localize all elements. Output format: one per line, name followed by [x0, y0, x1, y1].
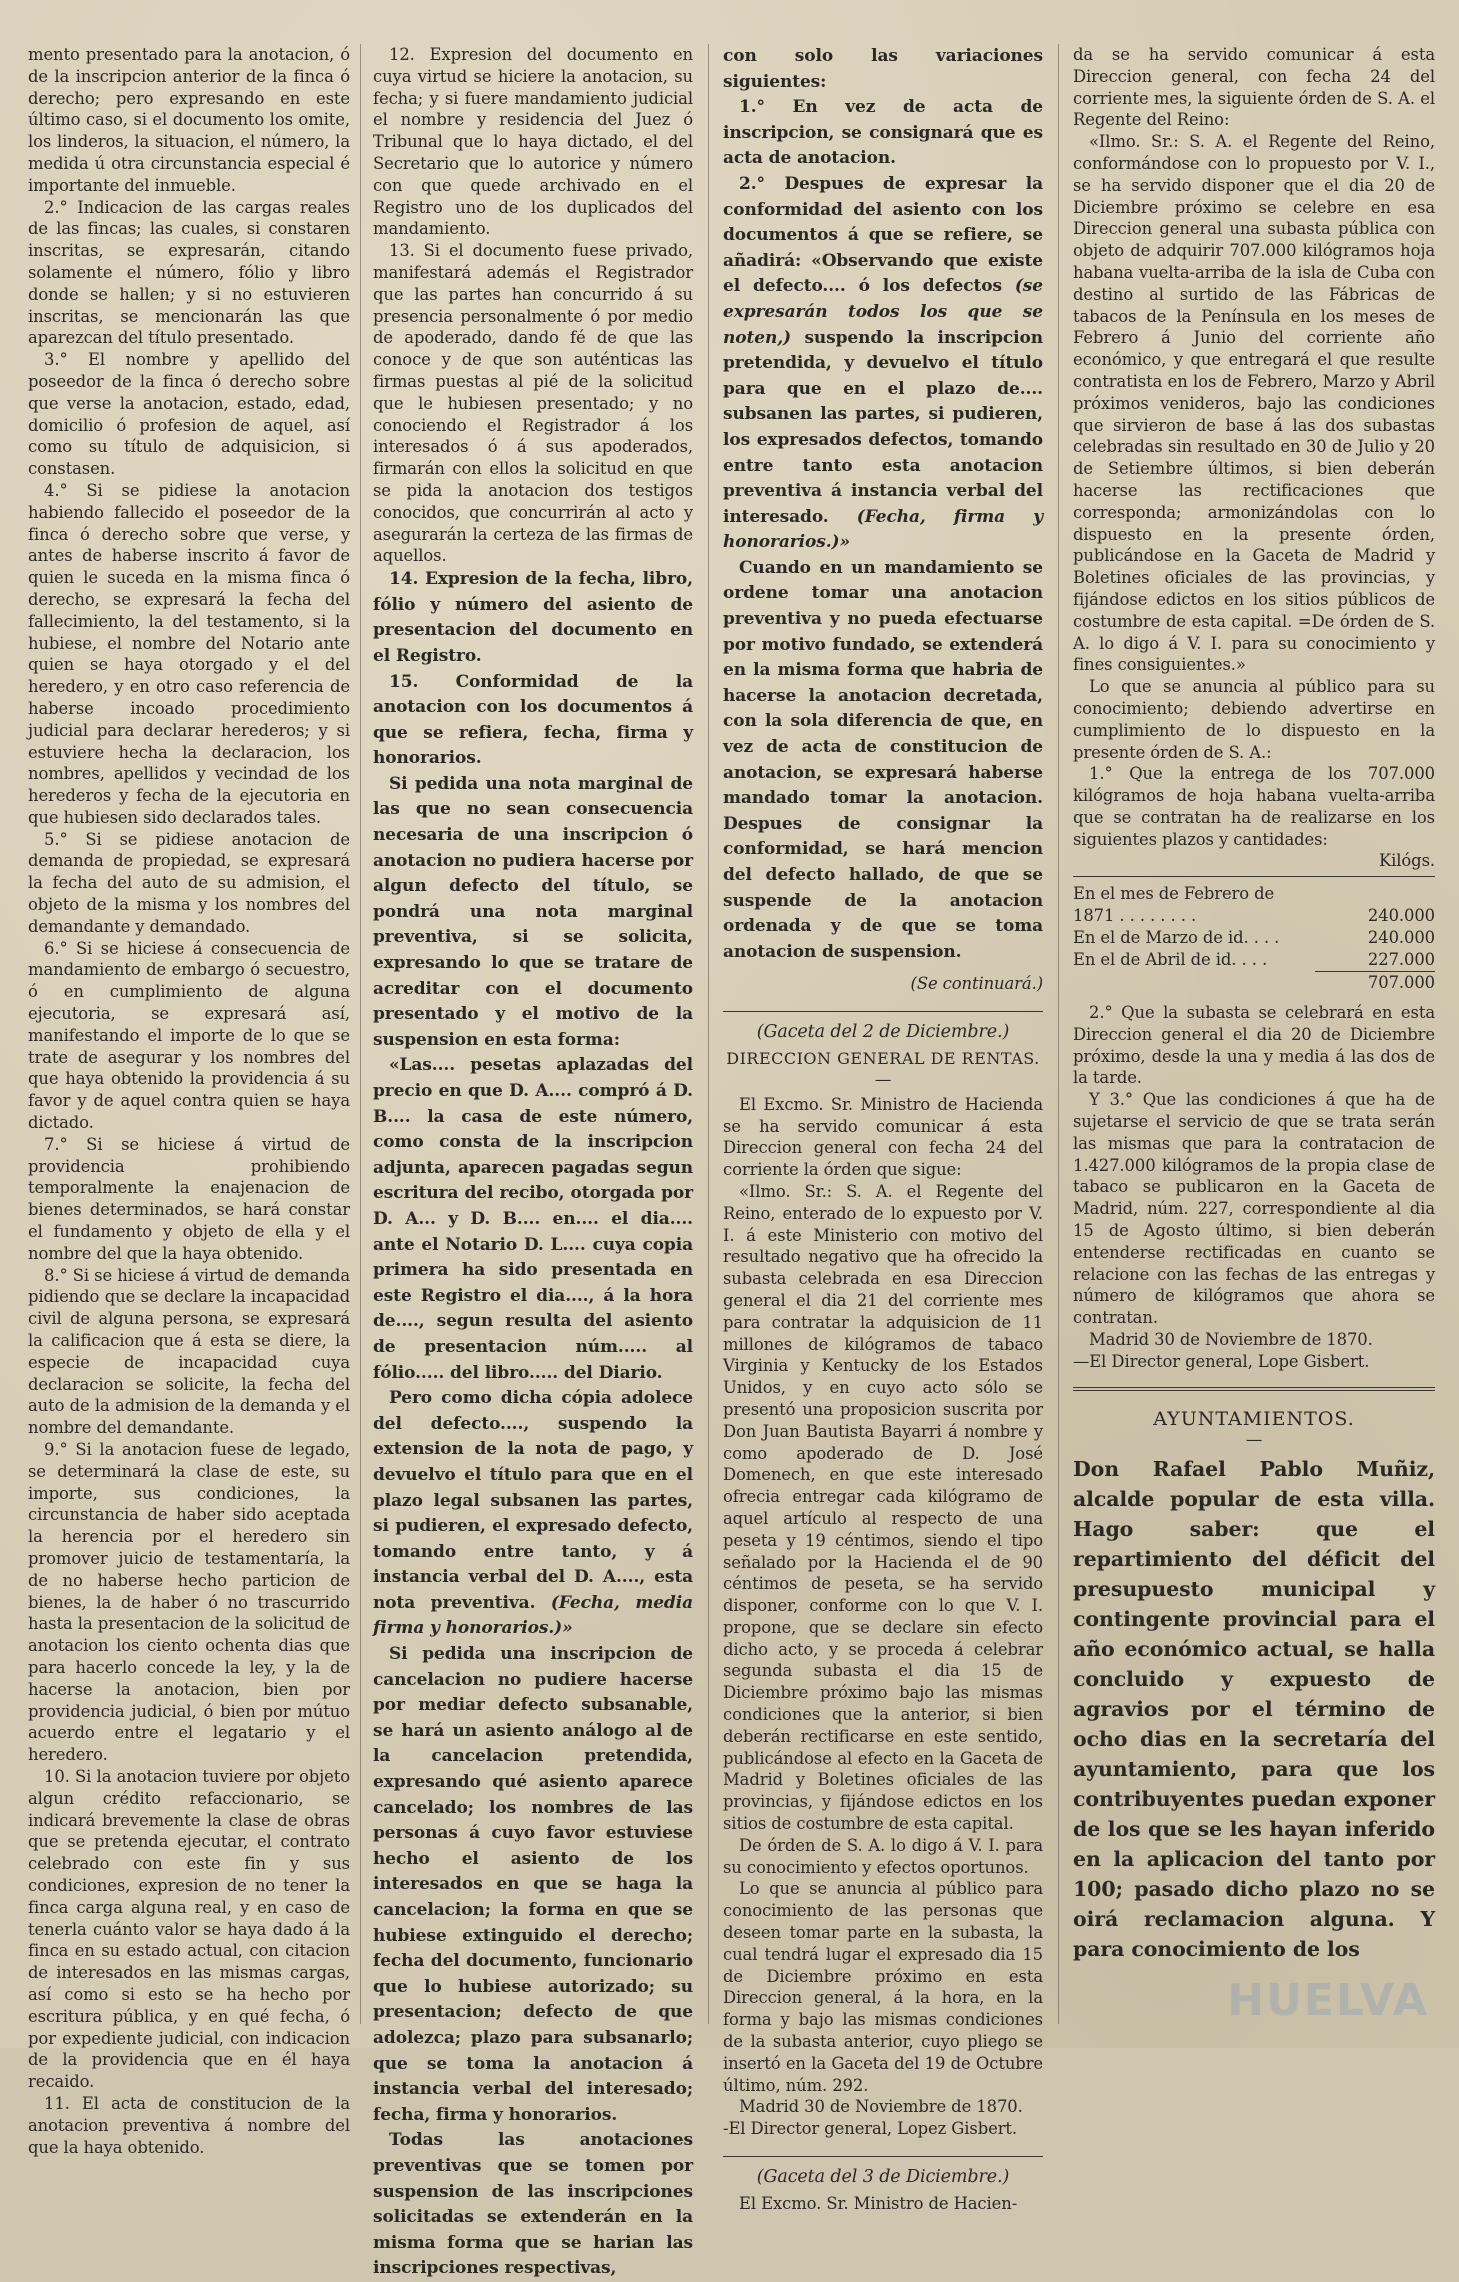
section-separator: [723, 2156, 1043, 2157]
gazette-date: (Gaceta del 2 de Diciembre.): [756, 1022, 1010, 1043]
paragraph: 15. Conformidad de la anotacion con los documentos á que se refiera, fecha, firma y honorarios.: [373, 671, 693, 769]
paragraph: De órden de S. A. lo digo á V. I. para su conocimiento y efectos oportunos.: [723, 1835, 1043, 1877]
table-cell-value: 240.000: [1367, 906, 1435, 926]
signature-note: (Fecha, media firma y honorarios.)»: [373, 1592, 693, 1639]
signature-note: (Fecha, firma y honorarios.)»: [723, 506, 1043, 553]
paragraph: 9.° Si la anotacion fuese de legado, se determinará la clase de este, su importe, sus condiciones, la circunstancia de haber sido aceptada la herencia por el heredero sin promover juicio de testamentaría, la de no haberse hecho particion de bienes, la de haber ó no trascurrido hasta la presentacion de la solicitud de anotacion los ciento ochenta dias que para hacerlo concede la ley, y la de hacerse la anotacion, bien por providencia judicial, ó bien por mútuo acuerdo entre el legatario y el heredero.: [28, 1440, 350, 1765]
section-separator: [723, 1011, 1043, 1012]
paragraph: 6.° Si se hiciese á consecuencia de mandamiento de embargo ó secuestro, ó en cumplimiento de alguna ejecutoria, se expresará así, manifestando el importe de lo que se trate de asegurar y los nombres del que haya obtenido la providencia á su favor y de aquel contra quien se haya dictado.: [28, 938, 350, 1133]
paragraph: 14. Expresion de la fecha, libro, fólio y número del asiento de presentacion del documento en el Registro.: [373, 569, 693, 666]
paragraph: 10. Si la anotacion tuviere por objeto algun crédito refaccionario, se indicará brevemente la clase de obras que se pretenda ejecutar, el contrato celebrado con este fin y sus condiciones, expresion de no tener la finca carga alguna real, y en caso de tenerla cuánto valor se haya dado á la finca en su estado actual, con citacion de interesados en las mismas cargas, así como si esto se ha hecho por escritura pública, y en qué fecha, ó por expediente judicial, con indicacion de la providencia que en él haya recaido.: [28, 1766, 350, 2092]
table-cell-value: [1346, 883, 1435, 905]
paragraph: 2.° Indicacion de las cargas reales de las fincas; las cuales, si constaren inscritas, se expresarán, citando solamente el número, fólio y libro donde se hallen; y si no estuvieren inscritas, se mencionarán las que aparezcan del título presentado.: [28, 197, 350, 348]
heading-dash: —: [1245, 1430, 1263, 1450]
paragraph: [373, 1386, 693, 1642]
paragraph: Lo que se anuncia al público para su conocimiento; debiendo advertirse en cumplimiento de lo dispuesto en la presente órden de S. A.:: [1073, 677, 1435, 762]
signature-line: -El Director general, Lopez Gisbert.: [723, 2119, 1018, 2139]
paragraph: 8.° Si se hiciese á virtud de demanda pidiendo que se declare la incapacidad civil de alguna persona, se expresará la calificacion que á esta se diere, la especie de incapacidad cuya declaracion se solicite, la fecha del auto de la admision de la demanda y el nombre del demandante.: [28, 1265, 350, 1438]
paragraph: 3.° El nombre y apellido del poseedor de la finca ó derecho sobre que verse la anotacion, estado, edad, domicilio ó profesion de aquel, así como su título de adquisicion, si constasen.: [28, 350, 350, 479]
section-separator: [1073, 1387, 1435, 1391]
paragraph: 7.° Si se hiciese á virtud de providencia prohibiendo temporalmente la enajenacion de bienes determinados, se hará constar el fundamento y objeto de ella y el nombre del que la haya obtenido.: [28, 1134, 350, 1263]
column-2: [373, 44, 693, 2279]
column-3: [723, 44, 1043, 2213]
paragraph: Si pedida una inscripcion de cancelacion no pudiere hacerse por mediar defecto subsanable, se hará un asiento análogo al de la cancelacion pretendida, expresando qué asiento aparece cancelado; los nombres de las personas á cuyo favor estuviese hecho el asiento de los interesados en que se haga la cancelacion; la forma en que se hubiese extinguido el derecho; fecha del documento, funcionario que lo hubiese autorizado; su presentacion; defecto de que adolezca; plazo para subsanarlo; que se toma la anotacion á instancia verbal del interesado; fecha, firma y honorarios.: [373, 1644, 693, 2125]
paragraph: Lo que se anuncia al público para conocimiento de las personas que deseen tomar parte en la subasta, la cual tendrá lugar el expresado dia 15 de Diciembre próximo en esta Direccion general, á la hora, en la forma y bajo las mismas condiciones de la subasta anterior, cuyo pliego se insertó en la Gaceta del 19 de Octubre último, núm. 292.: [723, 1879, 1043, 2095]
paragraph: 1.° En vez de acta de inscripcion, se consignará que es acta de anotacion.: [723, 97, 1043, 169]
table-row: [1073, 927, 1435, 949]
table-cell-label: En el de Marzo de id. . . .: [1073, 928, 1280, 948]
table-cell-label: En el mes de Febrero de: [1073, 884, 1275, 904]
date-line: Madrid 30 de Noviembre de 1870.: [1089, 1330, 1373, 1350]
paragraph: «Ilmo. Sr.: S. A. el Regente del Reino, conformándose con lo propuesto por V. I., se ha servido disponer que el dia 20 de Diciembre próximo se celebre en esa Direccion general una subasta pública con objeto de adquirir 707.000 kilógramos hoja habana vuelta-arriba de la isla de Cuba con destino al surtido de las Fábricas de tabacos de la Península en los meses de Febrero á Junio del corriente año económico, y que entregará el que resulte contratista en los de Febrero, Marzo y Abril próximos venideros, bajo las condiciones que sirvieron de base á las dos subastas celebradas sin resultado en 30 de Julio y 20 de Setiembre últimos, si bien deberán hacerse las rectificaciones que corresponda; armonizándolas con lo dispuesto en la presente órden, publicándose en la Gaceta de Madrid y Boletines oficiales de las provincias, y fijándose edictos en los sitios públicos de costumbre de esta capital. =De órden de S. A. lo digo á V. I. para su conocimiento y fines consiguientes.»: [1073, 132, 1435, 675]
signature-line: —El Director general, Lope Gisbert.: [1073, 1351, 1370, 1371]
paragraph: 4.° Si se pidiese la anotacion habiendo fallecido el poseedor de la finca ó derecho sobre que verse, y antes de haberse inscrito á favor de quien le suceda en la misma finca ó derecho, se expresará la fecha del fallecimiento, la del testamento, si la hubiese, el nombre del Notario ante quien se haya otorgado y el del heredero, y en otro caso referencia de haberse incoado procedimiento judicial para declarar herederos; y si estuviere hecha la declaracion, los nombres, apellidos y vecindad de los herederos y fecha de la ejecutoria en que hubiesen sido declarados tales.: [28, 480, 350, 827]
paragraph: Cuando en un mandamiento se ordene tomar una anotacion preventiva y no pueda efectuarse por motivo fundado, se extenderá en la misma forma que habria de hacerse la anotacion decretada, con la sola diferencia de que, en vez de acta de constitucion de anotacion, se expresará haberse mandado tomar la anotacion. Despues de consignar la conformidad, se hará mencion del defecto hallado, de que se suspende de la anotacion ordenada y de que se toma anotacion de suspension.: [723, 557, 1043, 962]
column-divider: [708, 44, 709, 2024]
table-unit-label: Kilógs.: [1378, 851, 1435, 871]
table-row: [1073, 905, 1435, 927]
table-cell-label: En el de Abril de id. . . .: [1073, 950, 1268, 970]
column-divider: [1058, 44, 1059, 2024]
paragraph: mento presentado para la anotacion, ó de la inscripcion anterior de la finca ó derecho; pero expresando en este último caso, si el documento los omite, los linderos, la situacion, el número, la medida ú otra circunstancia especial é importante del inmueble.: [28, 45, 350, 195]
paragraph-text: 2.° Despues de expresar la conformidad del asiento con los documentos á que se refiere, se añadirá: «Observando que existe el defecto.... ó los defectos: [723, 173, 1043, 297]
paragraph: da se ha servido comunicar á esta Direccion general, con fecha 24 del corriente mes, la siguiente órden de S. A. el Regente del Reino:: [1073, 45, 1435, 130]
paragraph-text: Pero como dicha cópia adolece del defecto...., suspendo la extension de la nota de pago, y devuelvo el título para que en el plazo legal subsanen las partes, si pudieren, el expresado defecto, tomando entre tanto, y á instancia verbal del D. A...., esta nota preventiva.: [373, 1388, 693, 1613]
table-row: [1073, 949, 1435, 971]
municipal-notice: Don Rafael Pablo Muñiz, alcalde popular de esta villa. Hago saber: que el repartimiento del déficit del presupuesto municipal y contingente provincial para el año económico actual, se halla concluido y expuesto de agravios por el término de ocho dias en la secretaría del ayuntamiento, para que los contribuyentes puedan exponer de los que se les hayan inferido en la aplicacion del tanto por 100; pasado dicho plazo no se oirá reclamacion alguna. Y para conocimiento de los: [1073, 1457, 1435, 1962]
table-cell-value: 240.000: [1367, 928, 1435, 948]
paragraph: 1.° Que la entrega de los 707.000 kilógramos de hoja habana vuelta-arriba que se contratan ha de realizarse en los siguientes plazos y cantidades:: [1073, 764, 1435, 849]
paragraph: con solo las variaciones siguientes:: [723, 46, 1043, 92]
gazette-date: (Gaceta del 3 de Diciembre.): [756, 2167, 1010, 2188]
table-cell-label: 1871 . . . . . . . .: [1073, 906, 1197, 926]
paragraph: [723, 172, 1043, 556]
paragraph: 11. El acta de constitucion de la anotacion preventiva á nombre del que la haya obtenido.: [28, 2093, 350, 2157]
paragraph: El Excmo. Sr. Ministro de Hacienda se ha servido comunicar á esta Direccion general con fecha 24 del corriente la órden que sigue:: [723, 1094, 1043, 1180]
section-heading: AYUNTAMIENTOS.: [1153, 1407, 1355, 1430]
column-1: [28, 44, 350, 2157]
paragraph: «Las.... pesetas aplazadas del precio en que D. A.... compró á D. B.... la casa de este número, como consta de la inscripcion adjunta, aparecen pagadas segun escritura del recibo, otorgada por D. A... y D. B.... en.... el dia.... ante el Notario D. L.... cuya copia primera ha sido presentada en este Registro el dia...., á la hora de...., segun resulta del asiento de presentacion núm..... al fólio..... del libro..... del Diario.: [373, 1055, 693, 1383]
deliveries-table: [1073, 883, 1435, 971]
paragraph: 13. Si el documento fuese privado, manifestará además el Registrador que las partes han concurrido á su presencia personalmente ó por medio de apoderado, dando fé de que las conoce y de que son auténticas las firmas puestas al pié de la solicitud que le hubiesen presentado; y no conociendo el Registrador á los interesados ó á sus apoderados, firmarán con ellos la solicitud en que se pida la anotacion dos testigos conocidos, que concurrirán al acto y asegurarán la certeza de las firmas de aquellos.: [373, 241, 693, 566]
heading-dash: —: [874, 1069, 892, 1089]
paragraph: El Excmo. Sr. Ministro de Hacien-: [739, 2193, 1018, 2213]
archive-watermark: HUELVA: [1227, 1975, 1429, 2026]
table-row: [1073, 883, 1435, 905]
paragraph: Todas las anotaciones preventivas que se tomen por suspension de las inscripciones solicitadas se extenderán en la misma forma que se harian las inscripciones respectivas,: [373, 2130, 693, 2279]
paragraph: 2.° Que la subasta se celebrará en esta Direccion general el dia 20 de Diciembre próximo, desde la una y media á las dos de la tarde.: [1073, 1003, 1435, 1088]
paragraph-text: suspendo la inscripcion pretendida, y devuelvo el título para que en el plazo de.... subsanen las partes, si pudieren, los expresados defectos, tomando entre tanto esta anotacion preventiva á instancia verbal del interesado.: [723, 327, 1043, 527]
paragraph: 12. Expresion del documento en cuya virtud se hiciere la anotacion, su fecha; y si fuere mandamiento judicial el nombre y residencia del Juez ó Tribunal que lo haya dictado, el del Secretario que lo autorice y número con que quede archivado en el Registro uno de los duplicados del mandamiento.: [373, 45, 693, 239]
paragraph: 5.° Si se pidiese anotacion de demanda de propiedad, se expresará la fecha del auto de su admision, el objeto de la misma y los nombres del demandante y demandado.: [28, 829, 350, 936]
column-4: [1073, 44, 1435, 2024]
date-line: Madrid 30 de Noviembre de 1870.: [739, 2097, 1023, 2117]
table-cell-value: 227.000: [1367, 950, 1435, 970]
section-heading: DIRECCION GENERAL DE RENTAS.: [726, 1048, 1040, 1068]
table-rule: [1073, 876, 1435, 877]
italic-note: (se expresarán todos los que se noten,): [723, 276, 1043, 348]
continuation-note: (Se continuará.): [910, 974, 1043, 994]
paragraph: «Ilmo. Sr.: S. A. el Regente del Reino, enterado de lo expuesto por V. I. á este Ministerio con motivo del resultado negativo que ha ofrecido la subasta celebrada en esa Direccion general el dia 21 del corriente mes para contratar la adquisicion de 11 millones de kilógramos de tabaco Virginia y Kentucky de los Estados Unidos, y en cuyo acto sólo se presentó una proposicion suscrita por Don Juan Bautista Bayarri á nombre y como apoderado de D. José Domenech, en que este interesado ofrecia entregar cada kilógramo de aquel artículo al respecto de una peseta y 19 céntimos, siendo el tipo señalado por la Hacienda el de 90 céntimos de peseta, se ha servido disponer, conforme con lo que V. I. propone, que se declare sin efecto dicho acto, y se proceda á celebrar segunda subasta el dia 15 de Diciembre próximo bajo las mismas condiciones que la anterior, si bien deberán rectificarse en este sentido, publicándose al efecto en la Gaceta de Madrid y Boletines oficiales de las provincias, y fijándose edictos en los sitios de costumbre de esta capital.: [723, 1181, 1043, 1834]
paragraph: Y 3.° Que las condiciones á que ha de sujetarse el servicio de que se trata serán las mismas que para la contratacion de 1.427.000 kilógramos de la propia clase de tabaco se publicaron en la Gaceta de Madrid, núm. 227, correspondiente al dia 15 de Agosto último, si bien deberán entenderse rectificadas en cuanto se relacione con las fechas de las entregas y número de kilógramos que ahora se contratan.: [1073, 1090, 1435, 1328]
column-divider: [360, 44, 361, 2024]
paragraph: Si pedida una nota marginal de las que no sean consecuencia necesaria de una inscripcion ó anotacion no pudiera hacerse por algun defecto del título, se pondrá una nota marginal preventiva, si se solicita, expresando lo que se tratare de acreditar con el documento presentado y el motivo de la suspension en esta forma:: [373, 773, 693, 1050]
table-total: 707.000: [1315, 971, 1435, 994]
